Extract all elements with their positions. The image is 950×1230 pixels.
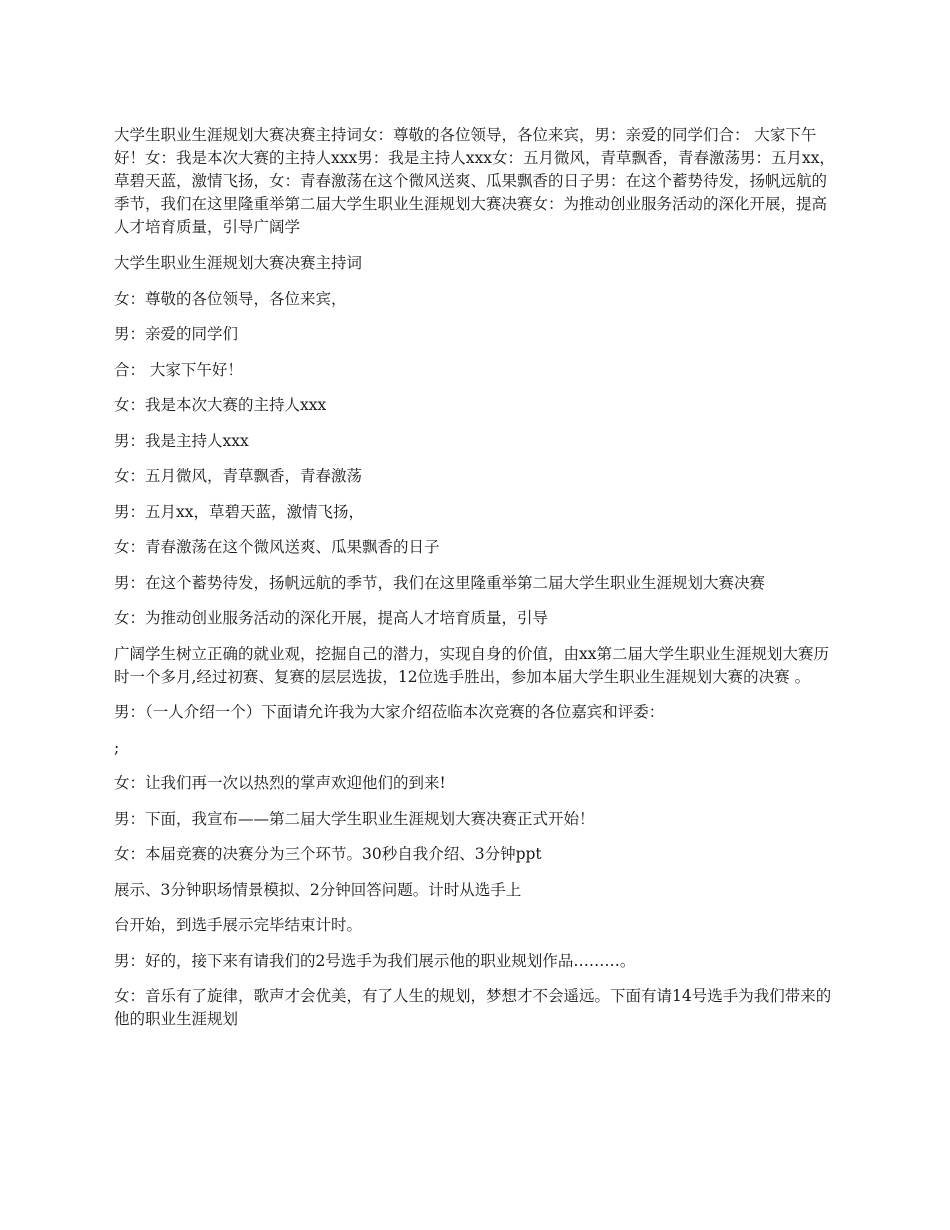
paragraph: 展示、3分钟职场情景模拟、2分钟回答问题。计时从选手上 [114,880,522,899]
paragraph: 女：为推动创业服务活动的深化开展，提高人才培育质量，引导 [114,609,549,627]
paragraph-title: 大学生职业生涯规划大赛决赛主持词 [114,254,363,272]
paragraph: 男：五月xx，草碧天蓝，激情飞扬， [114,502,364,521]
paragraph: 女：青春激荡在这个微风送爽、瓜果飘香的日子 [114,538,440,556]
paragraph: 女：让我们再一次以热烈的掌声欢迎他们的到来! [114,774,446,792]
paragraph: 男：下面，我宣布——第二届大学生职业生涯规划大赛决赛正式开始！ [114,809,595,828]
paragraph: 合： 大家下午好！ [114,360,243,379]
document-page [114,124,838,1044]
paragraph: 男：亲爱的同学们 [114,325,239,343]
paragraph: ; [114,738,120,757]
paragraph: 广阔学生树立正确的就业观，挖掘自己的潜力，实现自身的价值，由xx第二届大学生职业生涯规划大赛历时一个多月,经过初赛、复赛的层层选拔，12位选手胜出，参加本届大学生职业生涯规划大赛的决赛 。 [114,644,829,686]
paragraph: 女：本届竞赛的决赛分为三个环节。30秒自我介绍、3分钟ppt [114,845,542,863]
paragraph: 女：我是本次大赛的主持人xxx [114,396,327,414]
paragraph: 男：我是主持人xxx [114,431,249,450]
paragraph: 女：尊敬的各位领导，各位来宾， [114,289,347,308]
paragraph: 女：五月微风，青草飘香，青春激荡 [114,467,363,485]
paragraph: 台开始，到选手展示完毕结束计时。 [114,916,363,934]
document-summary: 大学生职业生涯规划大赛决赛主持词女：尊敬的各位领导，各位来宾，男：亲爱的同学们合： 大家下午好！女：我是本次大赛的主持人xxx男：我是主持人xxx女：五月微风，青草飘香，青春激荡男：五月xx，草碧天蓝，激情飞扬，女：青春激荡在这个微风送爽、瓜果飘香的日子男：在这个蓄势待发，扬帆远航的季节，我们在这里隆重举第二届大学生职业生涯规划大赛决赛女：为推动创业服务活动的深化开展，提高人才培育质量，引导广阔学 [114,126,835,236]
paragraph: 女：音乐有了旋律，歌声才会优美，有了人生的规划，梦想才不会遥远。下面有请14号选手为我们带来的他的职业生涯规划 [114,987,832,1028]
paragraph: 男：（一人介绍一个）下面请允许我为大家介绍莅临本次竞赛的各位嘉宾和评委： [114,703,665,721]
paragraph: 男：好的，接下来有请我们的2号选手为我们展示他的职业规划作品………。 [114,951,636,970]
paragraph: 男：在这个蓄势待发，扬帆远航的季节，我们在这里隆重举第二届大学生职业生涯规划大赛决赛 [114,573,766,592]
